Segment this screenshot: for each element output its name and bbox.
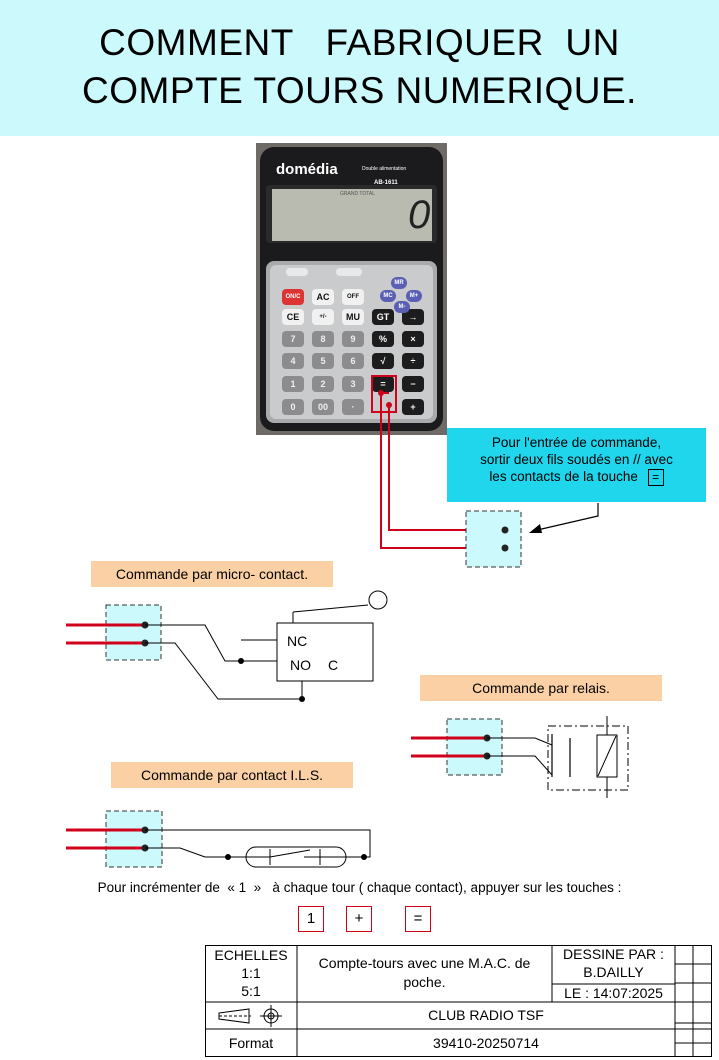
dessine-label: DESSINE PAR : [563,946,664,962]
note-line-3-wrap [447,468,706,486]
calculator-key: 7 [282,331,304,347]
calculator-key: 4 [282,353,304,369]
calculator-key: × [402,331,424,347]
title-line-1: COMMENT FABRIQUER UN [99,22,620,63]
calculator-model: AB-1611 [374,180,398,186]
calculator-key: → [402,309,424,325]
terminal-block-calc [466,511,521,567]
note-line-3: les contacts de la touche [489,469,638,484]
calculator-power: Double alimentation [362,166,407,172]
calculator-key: − [402,376,424,392]
calculator-memory-key: M- [394,301,410,313]
note-key: = [648,469,664,486]
title-block [205,945,712,1057]
terminal-block-relais [447,719,502,775]
calculator-key: √ [372,353,394,369]
calculator-key: ON/C [282,289,304,305]
scale-1: 1:1 [241,965,261,981]
ils-label: Commande par contact I.L.S. [111,762,353,788]
note-line-2: sortir deux fils soudés en // avec [480,452,673,467]
calculator-key: 6 [342,353,364,369]
author: B.DAILLY [583,964,644,980]
calculator-display-value: 0 [408,193,431,237]
terminal-block-ils [106,811,162,867]
relais-label: Commande par relais. [420,675,662,701]
description-line-1: Compte-tours avec une M.A.C. de [318,955,531,971]
echelles-label: ECHELLES [214,947,288,963]
note-line-1: Pour l'entrée de commande, [491,435,662,450]
instruction-text: Pour incrémenter de « 1 » à chaque tour ( chaque contact), appuyer sur les touches : [97,880,622,895]
calculator-memory-key: M+ [406,290,422,302]
command-input-note [447,428,706,502]
calculator-memory-key: MC [380,290,396,302]
key-equals: = [405,906,431,932]
calculator-key: 3 [342,376,364,392]
calculator-key: 0 [282,399,304,415]
calculator-key: 2 [312,376,334,392]
calculator-key: = [372,376,394,392]
calculator-key: ÷ [402,353,424,369]
calculator-key: MU [342,309,364,325]
calculator-key: 5 [312,353,334,369]
micro-contact-roller [369,591,387,609]
calculator-key: + [402,399,424,415]
calculator-memory-key: MR [391,277,407,289]
micro-contact-label: Commande par micro- contact. [91,561,333,587]
display-caption: GRAND TOTAL [340,191,376,197]
calculator-key: CE [282,309,304,325]
scale-2: 5:1 [241,983,261,999]
micro-contact-c: C [328,657,339,673]
title-line-2: COMPTE TOURS NUMERIQUE. [82,70,637,111]
format-label: Format [228,1035,274,1051]
calculator-key: OFF [342,289,364,305]
terminal-block-micro [106,605,161,660]
calculator-key: 8 [312,331,334,347]
reference: 39410-20250714 [433,1035,539,1051]
calculator-key: % [372,331,394,347]
key-one: 1 [298,906,324,932]
note-arrow [533,503,598,531]
calculator-key: AC [312,289,334,305]
calculator-key: 00 [312,399,334,415]
date: LE : 14:07:2025 [564,985,663,1001]
micro-contact-nc: NC [287,633,308,649]
micro-contact-no: NO [290,657,311,673]
calculator-key: 9 [342,331,364,347]
description-line-2: poche. [403,974,446,990]
calculator-key: GT [372,309,394,325]
calculator-key: 1 [282,376,304,392]
calculator-brand: domédia [276,161,338,178]
calculator-key: +/- [312,309,334,325]
club-name: CLUB RADIO TSF [428,1007,544,1023]
calculator-key: · [342,399,364,415]
key-plus: + [346,906,372,932]
